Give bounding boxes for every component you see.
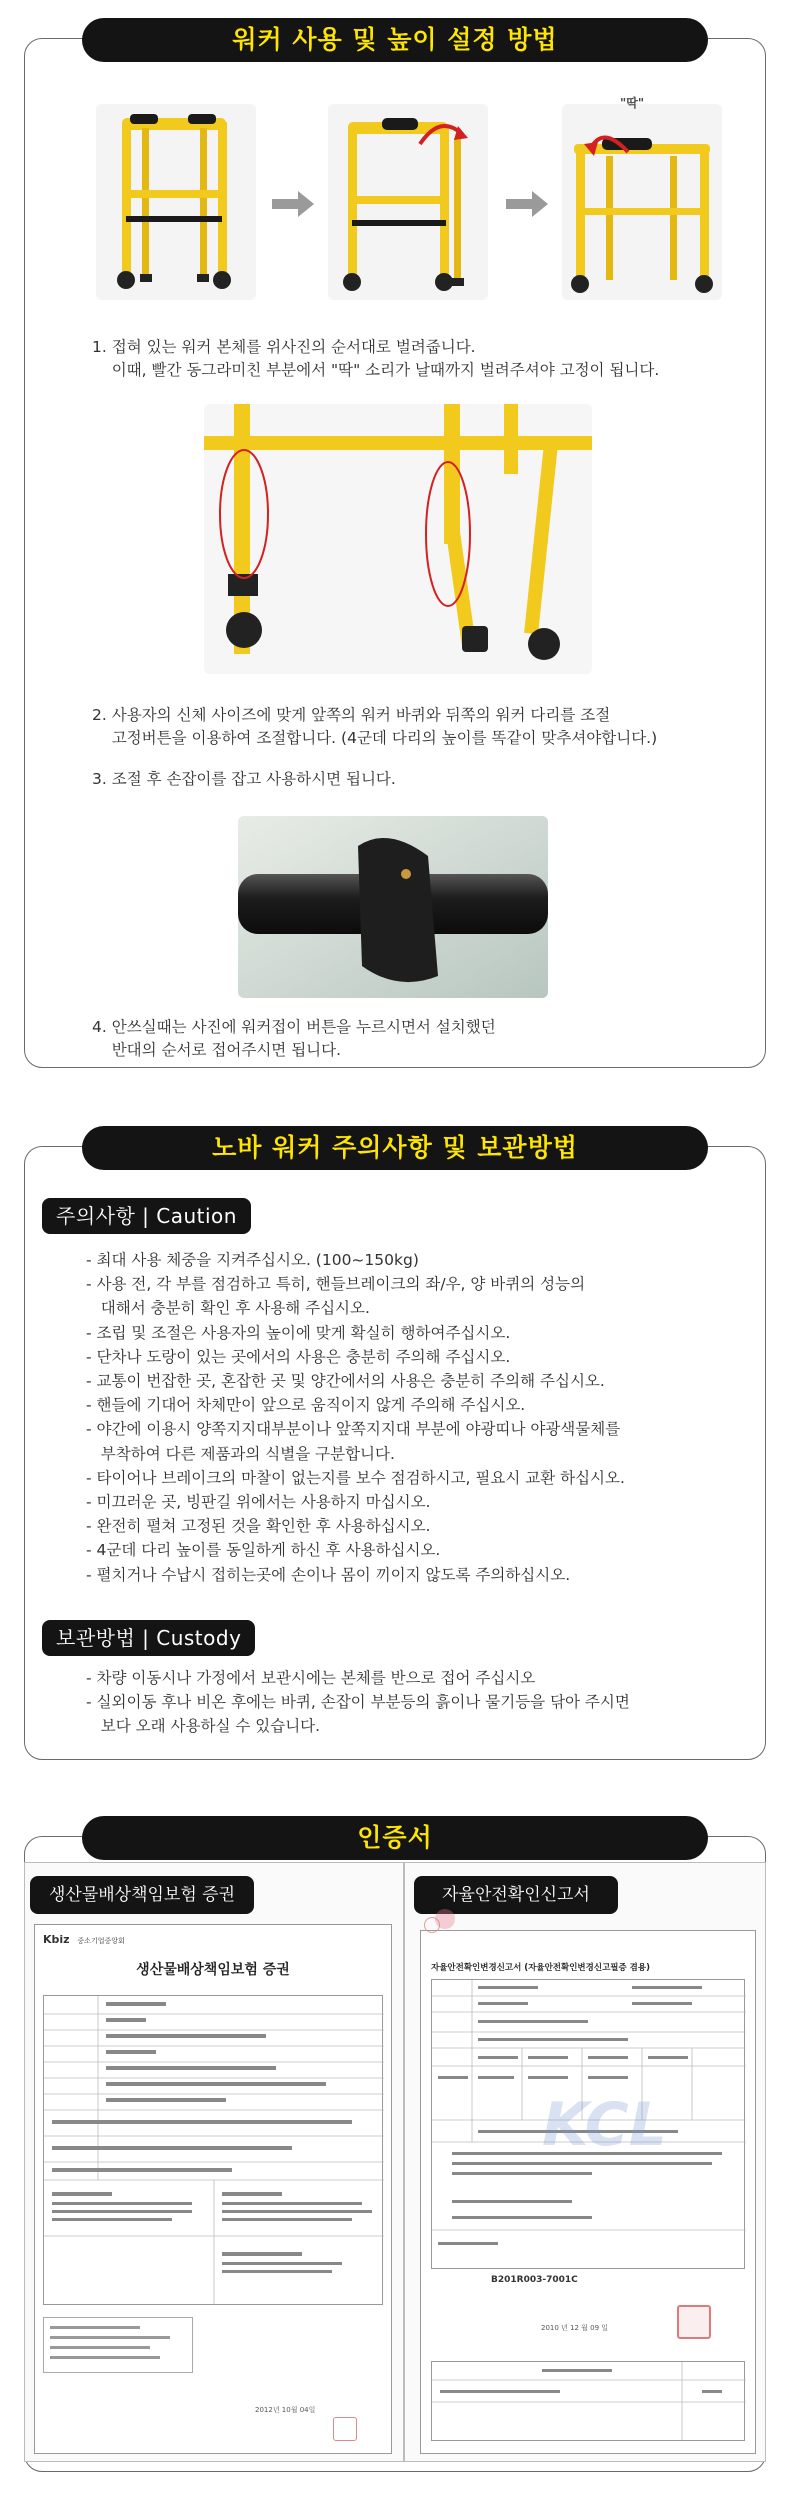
walker-photo-opened bbox=[562, 104, 722, 300]
kcl-watermark: KCL bbox=[542, 2090, 667, 2160]
certificate-section-title: 인증서 bbox=[82, 1816, 708, 1860]
kbiz-logo: Kbiz bbox=[43, 1933, 70, 1946]
step-3-text: 3. 조절 후 손잡이를 잡고 사용하시면 됩니다. bbox=[92, 770, 396, 788]
fold-button-photo bbox=[238, 816, 548, 998]
kbiz-logo-sub: 중소기업중앙회 bbox=[77, 1937, 125, 1945]
caution-item: - 미끄러운 곳, 빙판길 위에서는 사용하지 마십시오. bbox=[86, 1493, 431, 1512]
caution-item: - 핸들에 기대어 차체만이 앞으로 움직이지 않게 주의해 주십시오. bbox=[86, 1396, 526, 1415]
insurance-certificate bbox=[34, 1924, 392, 2454]
attachment-table bbox=[431, 2361, 745, 2441]
caution-item: 부착하여 다른 제품과의 식별을 구분합니다. bbox=[86, 1444, 395, 1463]
click-sound-label: "딱" bbox=[620, 96, 645, 110]
walker-leg-adjust-photo bbox=[204, 404, 592, 674]
safety-certificate bbox=[420, 1930, 756, 2454]
caution-item: - 펼치거나 수납시 접히는곳에 손이나 몸이 끼이지 않도록 주의하십시오. bbox=[86, 1565, 571, 1584]
custody-item: 보다 오래 사용하실 수 있습니다. bbox=[86, 1717, 321, 1736]
safety-table bbox=[431, 1979, 745, 2269]
step-2-text: 2. 사용자의 신체 사이즈에 맞게 앞쪽의 워커 바퀴와 뒤쪽의 워커 다리를 조절 고정버튼을 이용하여 조절합니다. (4군데 다리의 높이를 똑같이 맞추셔야합니다.) bbox=[92, 706, 658, 747]
custody-label: 보관방법 | Custody bbox=[42, 1620, 255, 1656]
caution-item: - 조립 및 조절은 사용자의 높이에 맞게 확실히 행하여주십시오. bbox=[86, 1323, 511, 1342]
walker-photo-folded bbox=[96, 104, 256, 300]
step-1-text: 1. 접혀 있는 워커 본체를 위사진의 순서대로 벌려줍니다. 이때, 빨간 동그라미친 부분에서 "딱" 소리가 날때까지 벌려주셔야 고정이 됩니다. bbox=[92, 338, 660, 379]
caution-item: - 야간에 이용시 양쪽지지대부분이나 앞쪽지지대 부분에 야광띠나 야광색물체를 bbox=[86, 1420, 621, 1439]
step-4-text: 4. 안쓰실때는 사진에 워커접이 버튼을 누르시면서 설치했던 반대의 순서로 접어주시면 됩니다. bbox=[92, 1018, 496, 1059]
caution-item: - 단차나 도랑이 있는 곳에서의 사용은 충분히 주의해 주십시오. bbox=[86, 1347, 511, 1366]
custody-list bbox=[86, 1666, 630, 1739]
caution-item: - 사용 전, 각 부를 점검하고 특히, 핸들브레이크의 좌/우, 양 바퀴의 성능의 bbox=[86, 1275, 586, 1294]
caution-item: - 4군데 다리 높이를 동일하게 하신 후 사용하십시오. bbox=[86, 1541, 441, 1560]
caution-item: - 교통이 번잡한 곳, 혼잡한 곳 및 양간에서의 사용은 충분히 주의해 주십시오. bbox=[86, 1372, 605, 1391]
caution-item: 대해서 충분히 확인 후 사용해 주십시오. bbox=[86, 1299, 370, 1318]
safety-cert-heading: 자율안전확인변경신고서 (자율안전확인변경신고필증 겸용) bbox=[431, 1963, 650, 1973]
caution-label: 주의사항 | Caution bbox=[42, 1198, 251, 1234]
caution-item: - 완전히 펼쳐 고정된 것을 확인한 후 사용하십시오. bbox=[86, 1517, 431, 1536]
insurance-cert-heading: 생산물배상책임보험 증권 bbox=[136, 1962, 290, 1978]
insurance-cert-label: 생산물배상책임보험 증권 bbox=[30, 1876, 254, 1914]
usage-section-title: 워커 사용 및 높이 설정 방법 bbox=[82, 18, 708, 62]
insurer-seal bbox=[333, 2417, 357, 2441]
safety-cert-number: B201R003-7001C bbox=[491, 2275, 578, 2285]
insurance-table bbox=[43, 1995, 383, 2305]
custody-item: - 차량 이동시나 가정에서 보관시에는 본체를 반으로 접어 주십시오 bbox=[86, 1669, 536, 1687]
insurer-contact-box bbox=[43, 2317, 193, 2373]
caution-list bbox=[86, 1248, 625, 1587]
caution-item: - 타이어나 브레이크의 마찰이 없는지를 보수 점검하시고, 필요시 교환 하십시오. bbox=[86, 1468, 625, 1487]
arrow-right-icon bbox=[272, 191, 314, 217]
safety-cert-date: 2010 년 12 월 09 일 bbox=[541, 2324, 609, 2332]
corner-stamp-icon bbox=[435, 1909, 455, 1929]
arrow-right-icon bbox=[506, 191, 548, 217]
walker-photo-opening bbox=[328, 104, 488, 300]
safety-cert-label: 자율안전확인신고서 bbox=[414, 1876, 618, 1914]
caution-section-title: 노바 워커 주의사항 및 보관방법 bbox=[82, 1126, 708, 1170]
custody-item: - 실외이동 후나 비온 후에는 바퀴, 손잡이 부분등의 흙이나 물기등을 닦아 주시면 bbox=[86, 1693, 630, 1712]
insurance-cert-date: 2012년 10월 04일 bbox=[255, 2406, 316, 2414]
caution-item: - 최대 사용 체중을 지켜주십시오. (100~150kg) bbox=[86, 1251, 419, 1269]
approval-seal bbox=[677, 2305, 711, 2339]
